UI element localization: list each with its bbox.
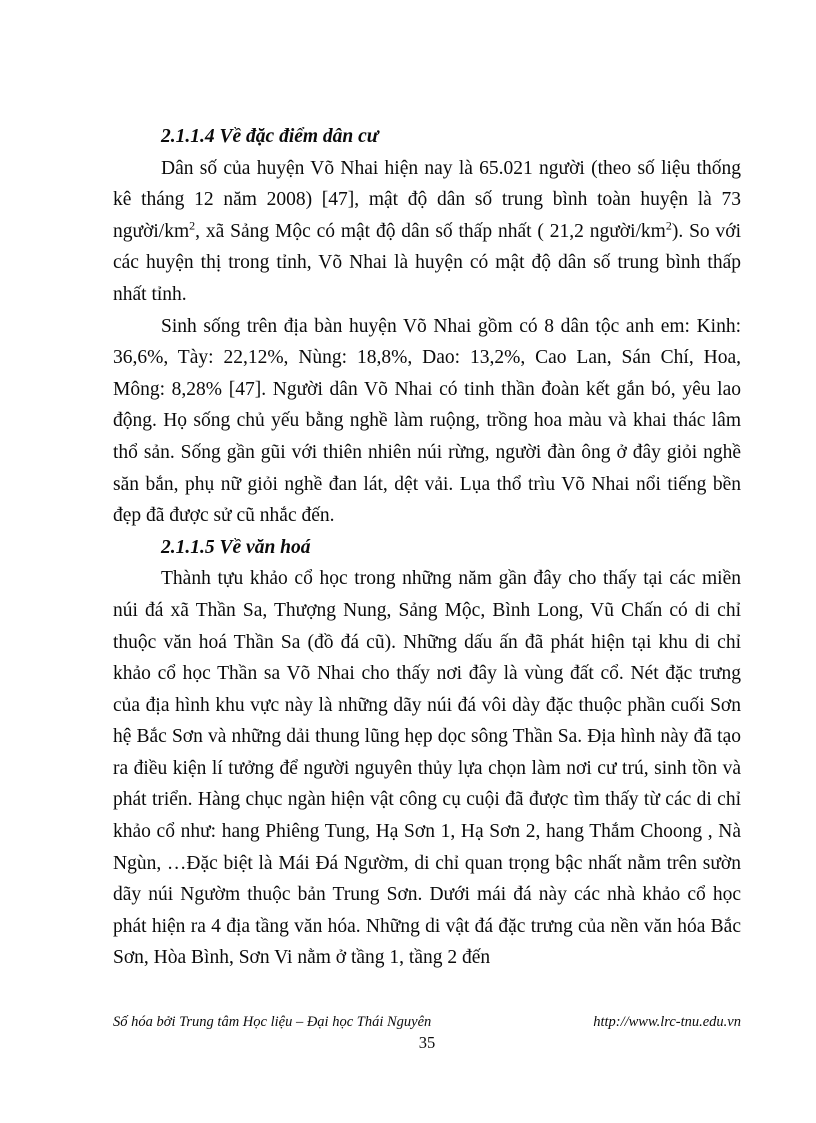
page-footer: [113, 1012, 741, 1032]
text-segment: Dân số của huyện Võ Nhai hiện nay là 65.021 người (theo số liệu thống kê tháng 12 năm 2008) [47], mật độ dân số trung bình toàn huyện là 73 người/km: [113, 157, 741, 242]
footer-digitized-by: Số hóa bởi Trung tâm Học liệu – Đại học Thái Nguyên: [113, 1014, 432, 1030]
section-heading-van-hoa: 2.1.1.5 Về văn hoá: [161, 536, 311, 558]
footer-url-link[interactable]: http://www.lrc-tnu.edu.vn: [593, 1014, 741, 1030]
paragraph-culture-archaeology: Thành tựu khảo cổ học trong những năm gần đây cho thấy tại các miền núi đá xã Thần Sa, Thượng Nung, Sảng Mộc, Bình Long, Vũ Chấn có di chỉ thuộc văn hoá Thần Sa (đồ đá cũ). Những dấu ấn đã phát hiện tại khu di chỉ khảo cổ học Thần sa Võ Nhai cho thấy nơi đây là vùng đất cổ. Nét đặc trưng của địa hình khu vực này là những dãy núi đá vôi dày đặc thuộc phần cuối Sơn hệ Bắc Sơn và những dải thung lũng hẹp dọc sông Thần Sa. Địa hình này đã tạo ra điều kiện lí tưởng để người nguyên thủy lựa chọn làm nơi cư trú, sinh tồn và phát triển. Hàng chục ngàn hiện vật công cụ cuội đã được tìm thấy từ các di chỉ khảo cổ như: hang Phiêng Tung, Hạ Sơn 1, Hạ Sơn 2, hang Thắm Choong , Nà Ngùn, …Đặc biệt là Mái Đá Ngườm, di chỉ quan trọng bậc nhất nằm trên sườn dãy núi Ngườm thuộc bản Trung Sơn. Dưới mái đá này các nhà khảo cổ học phát hiện ra 4 địa tầng văn hóa. Những di vật đá đặc trưng của nền văn hóa Bắc Sơn, Hòa Bình, Sơn Vi nằm ở tầng 1, tầng 2 đến: [113, 568, 741, 969]
superscript-km2: 2: [189, 218, 196, 233]
text-segment: ). So với các huyện thị trong tỉnh, Võ Nhai là huyện có mật độ dân số trung bình thấp nhất tỉnh.: [113, 220, 741, 305]
paragraph-population: [113, 153, 741, 311]
superscript-km2: 2: [665, 218, 672, 233]
section-heading-dan-cu: 2.1.1.4 Về đặc điểm dân cư: [161, 126, 379, 147]
page-content: [113, 121, 741, 974]
page-number: 35: [418, 1033, 436, 1052]
text-segment: , xã Sảng Mộc có mật độ dân số thấp nhất ( 21,2 người/km: [195, 220, 666, 242]
paragraph-ethnic-groups: Sinh sống trên địa bàn huyện Võ Nhai gồm có 8 dân tộc anh em: Kinh: 36,6%, Tày: 22,12%, Nùng: 18,8%, Dao: 13,2%, Cao Lan, Sán Chí, Hoa, Mông: 8,28% [47]. Người dân Võ Nhai có tinh thần đoàn kết gắn bó, yêu lao động. Họ sống chủ yếu bằng nghề làm ruộng, trồng hoa màu và khai thác lâm thổ sản. Sống gần gũi với thiên nhiên núi rừng, người đàn ông ở đây giỏi nghề săn bắn, phụ nữ giỏi nghề đan lát, dệt vải. Lụa thổ trìu Võ Nhai nổi tiếng bền đẹp đã được sử cũ nhắc đến.: [113, 315, 741, 527]
